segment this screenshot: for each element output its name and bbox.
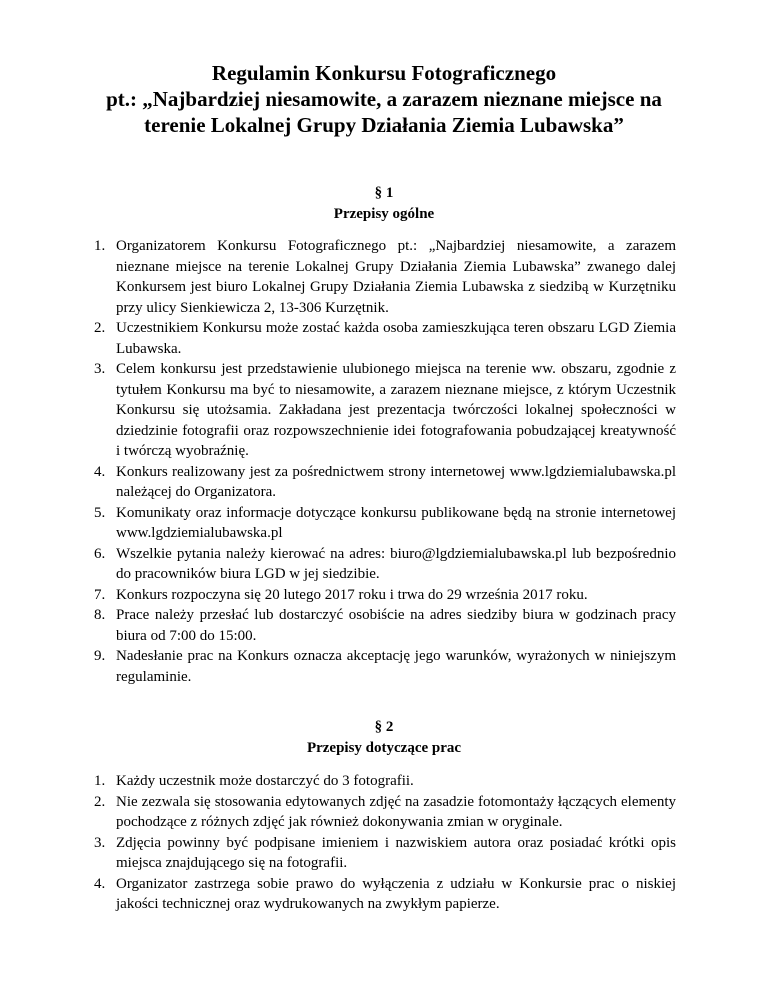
list-item xyxy=(94,462,676,503)
list-item-number: 2. xyxy=(94,793,106,810)
list-item xyxy=(94,771,676,792)
section-1-number: § 1 xyxy=(374,185,394,201)
list-item-text: Nie zezwala się stosowania edytowanych zdjęć na zasadzie fotomontaży łączących elementy pochodzące z różnych zdjęć jak również dokonywania zmian w oryginale. xyxy=(116,793,676,830)
list-item xyxy=(94,833,676,874)
list-item-text: Wszelkie pytania należy kierować na adres: biuro@lgdziemialubawska.pl lub bezpośrednio do pracowników biura LGD w jej siedzibie. xyxy=(116,545,676,582)
list-item-text: Nadesłanie prac na Konkurs oznacza akceptację jego warunków, wyrażonych w niniejszym regulaminie. xyxy=(116,648,676,685)
list-item xyxy=(94,792,676,833)
list-item-number: 6. xyxy=(94,545,106,562)
list-item-number: 3. xyxy=(94,834,106,851)
document-title xyxy=(60,60,708,138)
list-item xyxy=(94,359,676,462)
list-item-number: 7. xyxy=(94,586,106,603)
list-item-text: Prace należy przesłać lub dostarczyć osobiście na adres siedziby biura w godzinach pracy biura od 7:00 do 15:00. xyxy=(116,607,676,644)
list-item-text: Celem konkursu jest przedstawienie ulubionego miejsca na terenie ww. obszaru, zgodnie z tytułem Konkursu ma być to niesamowite, a zarazem nieznane miejsce, z którym Uczestnik Konkursu się utożsamia. Zakładana jest prezentacja twórczości lokalnej społeczności w dziedzinie fotografii oraz rozpowszechnienie idei fotografowania pobudzającej kreatywność i twórczą wyobraźnię. xyxy=(116,361,676,459)
list-item xyxy=(94,646,676,687)
list-item xyxy=(94,605,676,646)
list-item-number: 9. xyxy=(94,648,106,664)
list-item-number: 4. xyxy=(94,875,106,892)
list-item-text: Organizator zastrzega sobie prawo do wyłączenia z udziału w Konkursie prac o niskiej jakości technicznej oraz wydrukowanych na zwykłym papierze. xyxy=(116,875,676,912)
list-item xyxy=(94,585,676,606)
list-item-number: 3. xyxy=(94,361,106,377)
list-item-number: 1. xyxy=(94,238,106,254)
section-2-number: § 2 xyxy=(374,719,394,735)
list-item-number: 5. xyxy=(94,504,106,521)
list-item-number: 8. xyxy=(94,607,106,623)
list-item-text: Zdjęcia powinny być podpisane imieniem i nazwiskiem autora oraz posiadać krótki opis miejsca znajdującego się na fotografii. xyxy=(116,834,676,871)
list-item xyxy=(94,503,676,544)
list-item xyxy=(94,236,676,318)
title-line-2: pt.: „Najbardziej niesamowite, a zarazem nieznane miejsce na xyxy=(106,87,662,111)
list-item xyxy=(94,874,676,915)
list-item-text: Komunikaty oraz informacje dotyczące konkursu publikowane będą na stronie internetowej www.lgdziemialubawska.pl xyxy=(116,504,676,541)
list-item-text: Konkurs realizowany jest za pośrednictwem strony internetowej www.lgdziemialubawska.pl należącej do Organizatora. xyxy=(116,463,676,500)
section-1-list xyxy=(94,236,676,687)
list-item-text: Każdy uczestnik może dostarczyć do 3 fotografii. xyxy=(116,773,414,789)
list-item xyxy=(94,544,676,585)
section-2-list xyxy=(94,771,676,915)
list-item-number: 4. xyxy=(94,463,106,480)
list-item-text: Organizatorem Konkursu Fotograficznego pt.: „Najbardziej niesamowite, a zarazem nieznane miejsce na terenie Lokalnej Grupy Działania Ziemia Lubawska” zwanego dalej Konkursem jest biuro Lokalnej Grupy Działania Ziemia Lubawska z siedzibą w Kurzętniku przy ulicy Sienkiewicza 2, 13-306 Kurzętnik. xyxy=(116,238,676,316)
title-line-3: terenie Lokalnej Grupy Działania Ziemia Lubawska” xyxy=(144,113,624,137)
list-item-number: 2. xyxy=(94,320,106,336)
title-line-1: Regulamin Konkursu Fotograficznego xyxy=(211,61,557,85)
list-item xyxy=(94,318,676,359)
list-item-text: Konkurs rozpoczyna się 20 lutego 2017 roku i trwa do 29 września 2017 roku. xyxy=(116,586,588,603)
section-1-heading: Przepisy ogólne xyxy=(333,206,435,222)
list-item-text: Uczestnikiem Konkursu może zostać każda osoba zamieszkująca teren obszaru LGD Ziemia Lubawska. xyxy=(116,320,676,357)
section-2-heading: Przepisy dotyczące prac xyxy=(306,740,462,756)
list-item-number: 1. xyxy=(94,773,106,789)
